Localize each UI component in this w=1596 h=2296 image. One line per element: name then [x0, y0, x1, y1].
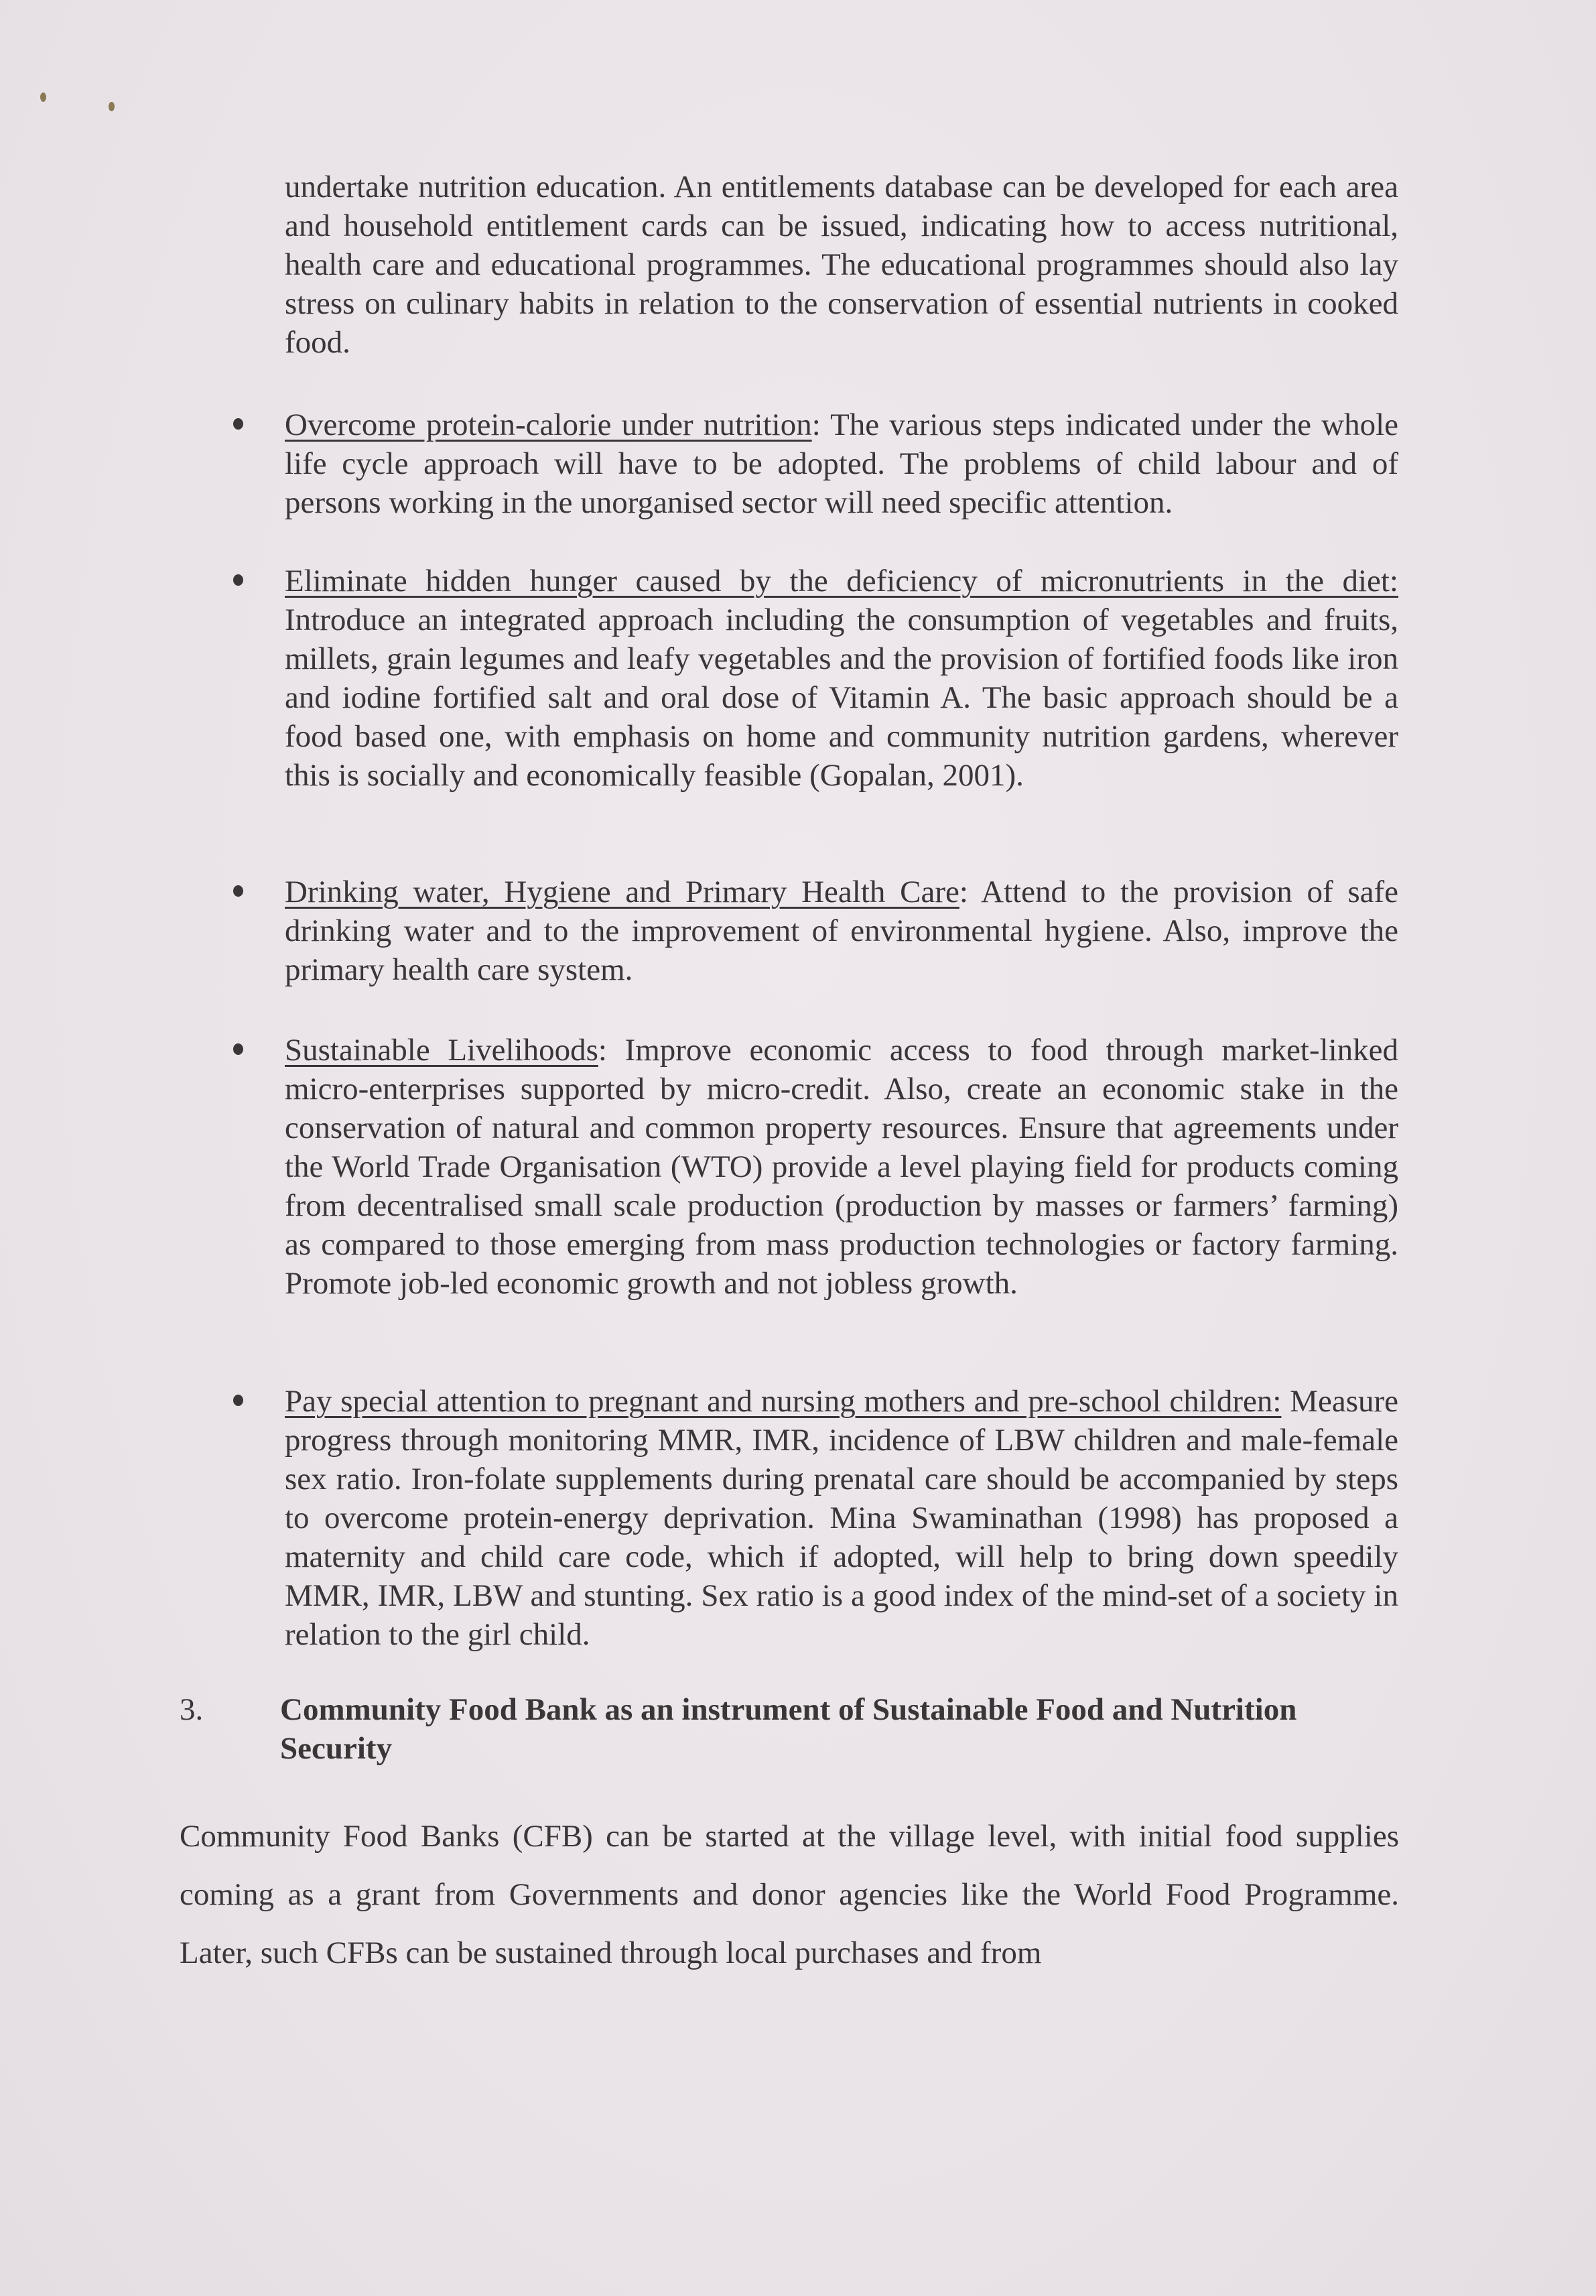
- bullet-item: [285, 562, 1398, 795]
- bullet-text: Improve economic access to food through market-linked micro-enterprises supported by micro-credit. Also, create an economic stake in the conservation of natural and common property resources. Ensure that agreements under the World Trade Organisation (WTO) provide a level playing field for products coming from decentralised small scale production (production by masses or farmers’ farming) as compared to those emerging from mass production technologies or factory farming. Promote job-led economic growth and not jobless growth.: [285, 1033, 1398, 1301]
- bullet-text: Measure progress through monitoring MMR, IMR, incidence of LBW children and male-female sex ratio. Iron-folate supplements during prenatal care should be accompanied by steps to overcome protein-energy deprivation. Mina Swaminathan (1998) has proposed a maternity and child care code, which if adopted, will help to bring down speedily MMR, IMR, LBW and stunting. Sex ratio is a good index of the mind-set of a society in relation to the girl child.: [285, 1384, 1398, 1652]
- bullet-text: Attend to the provision of safe drinking water and to the improvement of environmental hygiene. Also, improve the primary health care system.: [285, 875, 1398, 987]
- section-title: Community Food Bank as an instrument of Sustainable Food and Nutrition Security: [280, 1692, 1297, 1766]
- staple-hole: [109, 102, 115, 111]
- bullet-icon: [233, 418, 243, 430]
- bullet-lead: Pay special attention to pregnant and nursing mothers and pre-school children:: [285, 1384, 1282, 1419]
- intro-paragraph: undertake nutrition education. An entitlements database can be developed for each area and household entitlement cards can be issued, indicating how to access nutritional, health care and educational programmes. The educational programmes should also lay stress on culinary habits in relation to the conservation of essential nutrients in cooked food.: [285, 170, 1398, 360]
- bullet-item: [285, 1031, 1398, 1303]
- body-paragraph: Community Food Banks (CFB) can be started at the village level, with initial food supplies coming as a grant from Governments and donor agencies like the World Food Programme. Later, such CFBs can be sustained through local purchases and from: [180, 1819, 1399, 1970]
- bullet-item: [285, 405, 1398, 522]
- bullet-lead: Overcome protein-calorie under nutrition: [285, 407, 812, 442]
- bullet-text: The various steps indicated under the whole life cycle approach will have to be adopted. The problems of child labour and of persons working in the unorganised sector will need specific attention.: [285, 407, 1398, 520]
- bullet-icon: [233, 885, 243, 897]
- bullet-text: Introduce an integrated approach including the consumption of vegetables and fruits, millets, grain legumes and leafy vegetables and the provision of fortified foods like iron and iodine fortified salt and oral dose of Vitamin A. The basic approach should be a food based one, with emphasis on home and community nutrition gardens, wherever this is socially and economically feasible (Gopalan, 2001).: [285, 602, 1398, 793]
- bullet-icon: [233, 1395, 243, 1406]
- bullet-separator: :: [959, 875, 968, 909]
- bullet-icon: [233, 1043, 243, 1055]
- bullet-separator: :: [598, 1033, 607, 1068]
- bullet-lead: Drinking water, Hygiene and Primary Health Care: [285, 875, 959, 909]
- bullet-icon: [233, 574, 243, 586]
- bullet-lead: Eliminate hidden hunger caused by the deficiency of micronutrients in the diet:: [285, 564, 1398, 598]
- bullet-lead: Sustainable Livelihoods: [285, 1033, 598, 1068]
- bullet-separator: :: [811, 407, 821, 442]
- bullet-item: [285, 1382, 1398, 1654]
- bullet-item: [285, 873, 1398, 989]
- section-number: 3.: [180, 1692, 204, 1727]
- staple-hole: [40, 92, 46, 102]
